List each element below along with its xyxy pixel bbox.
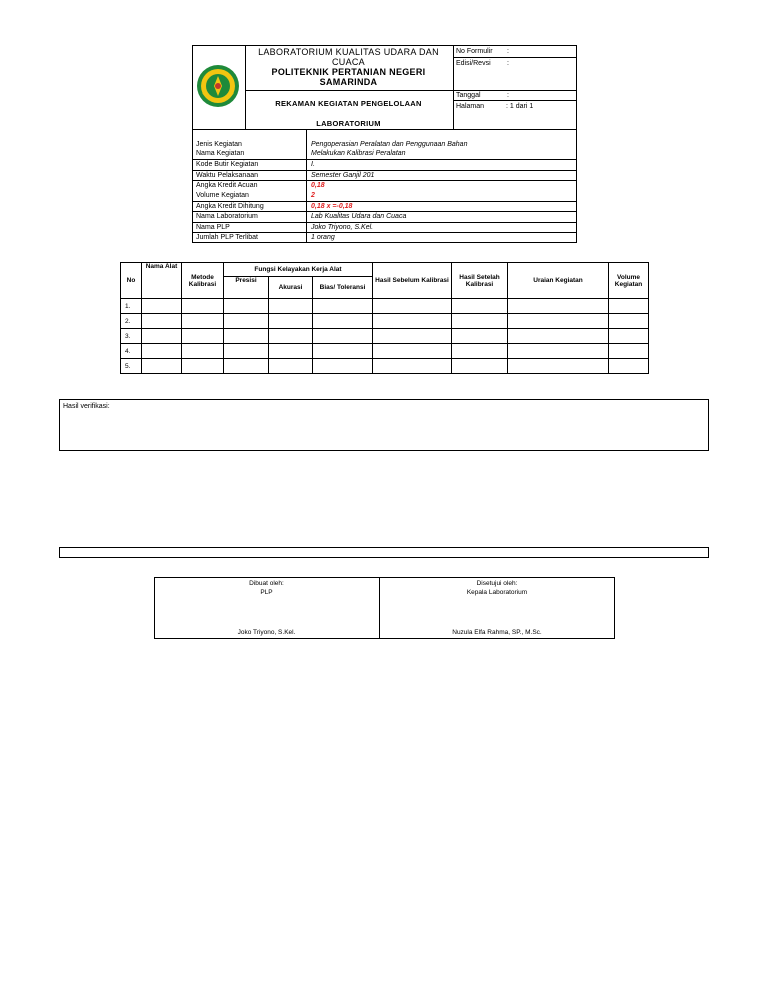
cell-uraian[interactable] — [508, 329, 609, 344]
signature-right-name: Nuzula Elfa Rahma, SP., M.Sc. — [452, 629, 542, 636]
cell-presisi[interactable] — [224, 299, 269, 314]
no-formulir-colon: : — [507, 48, 509, 55]
verification-box[interactable] — [59, 399, 709, 451]
info-value-lab: Lab Kualitas Udara dan Cuaca — [311, 213, 407, 220]
no-formulir-label: No Formulir — [456, 48, 493, 55]
cell-volume[interactable] — [609, 344, 649, 359]
institution-name-line-2: SAMARINDA — [319, 77, 378, 87]
col-header-no: No — [121, 263, 142, 299]
cell-uraian[interactable] — [508, 344, 609, 359]
cell-akurasi[interactable] — [269, 359, 313, 374]
info-value-nama: Melakukan Kalibrasi Peralatan — [311, 150, 406, 157]
info-label-waktu: Waktu Pelaksanaan — [196, 172, 258, 179]
cell-nama-alat[interactable] — [142, 344, 182, 359]
cell-volume[interactable] — [609, 359, 649, 374]
row-number: 3. — [121, 329, 142, 344]
institution-name: POLITEKNIK PERTANIAN NEGERI — [271, 67, 426, 77]
cell-nama-alat[interactable] — [142, 359, 182, 374]
cell-bias[interactable] — [313, 344, 373, 359]
col-header-hasil-setelah: Hasil Setelah Kalibrasi — [452, 263, 508, 299]
table-row — [121, 299, 649, 314]
info-label-lab: Nama Laboratorium — [196, 213, 258, 220]
signature-right-role: Kepala Laboratorium — [466, 589, 528, 596]
meta-line-1 — [453, 57, 577, 58]
info-line-6 — [192, 222, 577, 223]
cell-uraian[interactable] — [508, 299, 609, 314]
col-header-metode: Metode Kalibrasi — [182, 263, 224, 299]
tanggal-colon: : — [507, 92, 509, 99]
row-number: 2. — [121, 314, 142, 329]
info-value-waktu: Semester Ganjil 201 — [311, 172, 375, 179]
blank-field[interactable] — [59, 547, 709, 558]
table-row — [121, 329, 649, 344]
meta-line-3 — [453, 100, 577, 101]
cell-metode[interactable] — [182, 359, 224, 374]
cell-akurasi[interactable] — [269, 329, 313, 344]
cell-hasil-sebelum[interactable] — [373, 314, 452, 329]
tanggal-label: Tanggal — [456, 92, 481, 99]
cell-bias[interactable] — [313, 359, 373, 374]
info-value-volume: 2 — [311, 192, 315, 199]
cell-hasil-sebelum[interactable] — [373, 329, 452, 344]
cell-bias[interactable] — [313, 314, 373, 329]
cell-hasil-sebelum[interactable] — [373, 359, 452, 374]
cell-akurasi[interactable] — [269, 299, 313, 314]
row-number: 4. — [121, 344, 142, 359]
edisi-colon: : — [507, 60, 509, 67]
header-title-block — [245, 46, 453, 90]
cell-hasil-setelah[interactable] — [452, 329, 508, 344]
info-label-jumlah: Jumlah PLP Terlibat — [196, 234, 258, 241]
cell-volume[interactable] — [609, 299, 649, 314]
col-header-fungsi: Fungsi Kelayakan Kerja Alat — [224, 263, 373, 277]
cell-presisi[interactable] — [224, 344, 269, 359]
cell-hasil-sebelum[interactable] — [373, 299, 452, 314]
cell-akurasi[interactable] — [269, 314, 313, 329]
info-value-acuan: 0,18 — [311, 182, 325, 189]
info-value-kode: I. — [311, 161, 315, 168]
cell-nama-alat[interactable] — [142, 329, 182, 344]
cell-metode[interactable] — [182, 344, 224, 359]
cell-akurasi[interactable] — [269, 344, 313, 359]
halaman-value: : 1 dari 1 — [506, 103, 534, 110]
cell-presisi[interactable] — [224, 359, 269, 374]
info-label-nama: Nama Kegiatan — [196, 150, 245, 157]
col-header-uraian: Uraian Kegiatan — [508, 263, 609, 299]
signature-right-title: Disetujui oleh: — [476, 580, 518, 587]
institution-logo — [195, 63, 241, 109]
row-number: 5. — [121, 359, 142, 374]
cell-volume[interactable] — [609, 329, 649, 344]
signature-left-name: Joko Triyono, S.Kel. — [237, 629, 296, 636]
edisi-label: Edisi/Revsi — [456, 60, 491, 67]
halaman-label: Halaman — [456, 103, 485, 110]
record-title-block — [245, 90, 453, 130]
col-header-hasil-sebelum: Hasil Sebelum Kalibrasi — [373, 263, 452, 299]
cell-bias[interactable] — [313, 329, 373, 344]
cell-presisi[interactable] — [224, 329, 269, 344]
lab-name-line-2: CUACA — [331, 57, 365, 67]
row-number: 1. — [121, 299, 142, 314]
cell-nama-alat[interactable] — [142, 314, 182, 329]
signature-left-role: PLP — [260, 589, 273, 596]
cell-uraian[interactable] — [508, 359, 609, 374]
cell-nama-alat[interactable] — [142, 299, 182, 314]
record-title-line-2: LABORATORIUM — [316, 119, 381, 128]
lab-name: LABORATORIUM KUALITAS UDARA DAN — [258, 47, 439, 57]
cell-hasil-setelah[interactable] — [452, 299, 508, 314]
info-label-plp: Nama PLP — [196, 224, 230, 231]
col-header-presisi: Presisi — [224, 277, 269, 299]
cell-hasil-sebelum[interactable] — [373, 344, 452, 359]
cell-volume[interactable] — [609, 314, 649, 329]
cell-metode[interactable] — [182, 299, 224, 314]
cell-hasil-setelah[interactable] — [452, 359, 508, 374]
info-value-jenis: Pengoperasian Peralatan dan Penggunaan Bahan — [311, 141, 468, 148]
info-label-volume: Volume Kegiatan — [196, 192, 249, 199]
record-title: REKAMAN KEGIATAN PENGELOLAAN — [275, 99, 422, 108]
info-divider — [306, 129, 307, 243]
table-row — [121, 359, 649, 374]
cell-metode[interactable] — [182, 329, 224, 344]
cell-bias[interactable] — [313, 299, 373, 314]
table-row — [121, 314, 649, 329]
col-header-volume: Volume Kegiatan — [609, 263, 649, 299]
info-label-acuan: Angka Kredit Acuan — [196, 182, 258, 189]
info-label-kode: Kode Butir Kegiatan — [196, 161, 259, 168]
calibration-table — [120, 262, 649, 374]
info-label-dihitung: Angka Kredit Dihitung — [196, 203, 264, 210]
info-value-dihitung: 0,18 x =-0,18 — [311, 203, 353, 210]
verification-label: Hasil verifikasi: — [63, 403, 110, 410]
col-header-akurasi: Akurasi — [269, 277, 313, 299]
cell-hasil-setelah[interactable] — [452, 344, 508, 359]
info-value-plp: Joko Triyono, S.Kel. — [311, 224, 374, 231]
info-label-jenis: Jenis Kegiatan — [196, 141, 242, 148]
cell-hasil-setelah[interactable] — [452, 314, 508, 329]
table-row — [121, 344, 649, 359]
signature-left-title: Dibuat oleh: — [249, 580, 284, 587]
col-header-bias: Bias/ Toleransi — [313, 277, 373, 299]
info-value-jumlah: 1 orang — [311, 234, 335, 241]
cell-presisi[interactable] — [224, 314, 269, 329]
cell-metode[interactable] — [182, 314, 224, 329]
col-header-nama-alat: Nama Alat — [142, 263, 182, 299]
cell-uraian[interactable] — [508, 314, 609, 329]
